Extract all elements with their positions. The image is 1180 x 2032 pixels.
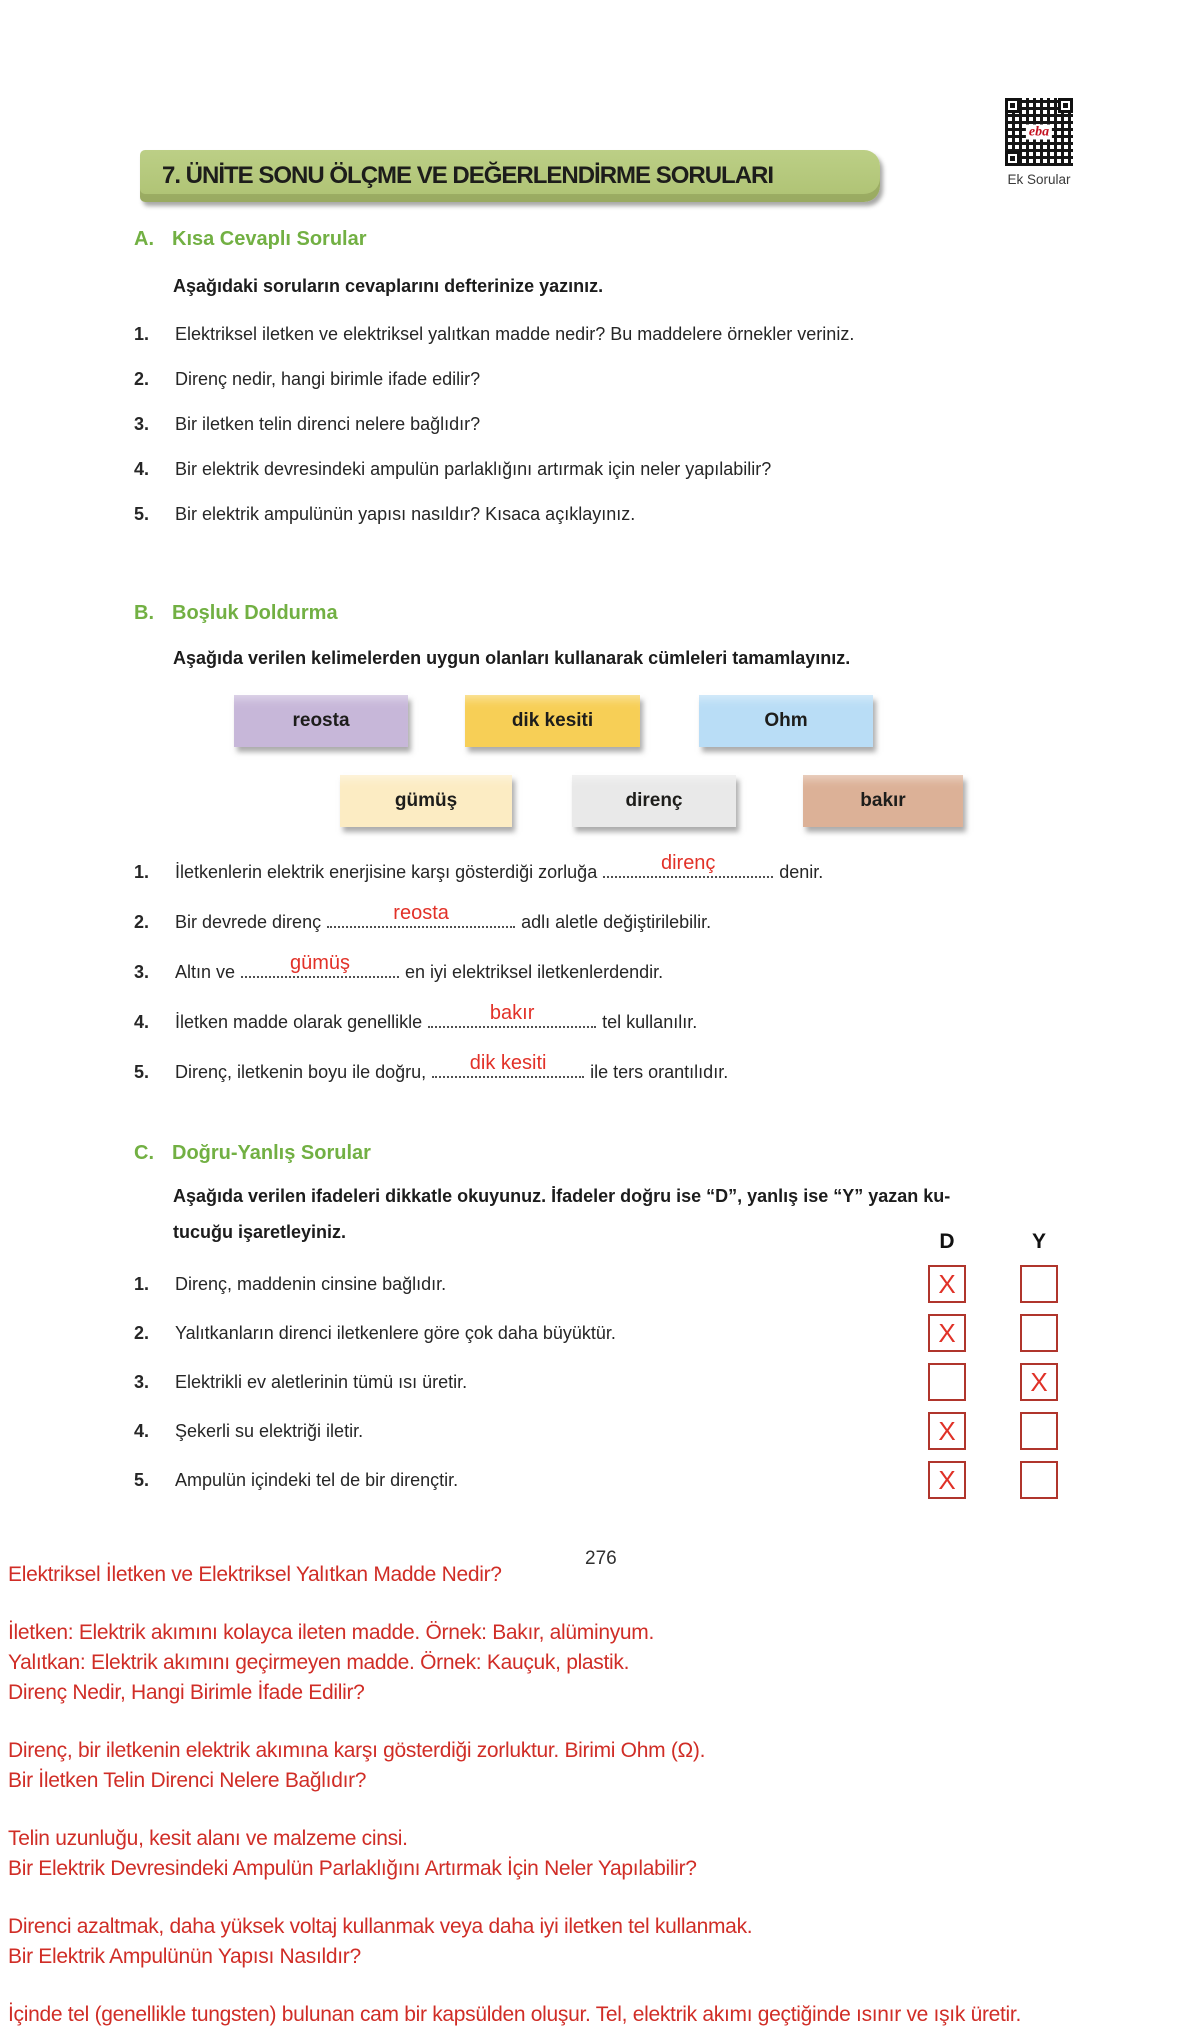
check-mark: X — [938, 1269, 956, 1299]
question-text: Elektrikli ev aletlerinin tümü ısı üretir. — [175, 1371, 468, 1392]
checkbox-true[interactable] — [928, 1461, 966, 1499]
question-text: Direnç, maddenin cinsine bağlıdır. — [175, 1273, 447, 1294]
truefalse-row — [134, 1412, 1084, 1450]
fill-blank[interactable] — [603, 852, 773, 878]
fill-answer: reosta — [393, 902, 449, 924]
question-number: 2. — [134, 1322, 150, 1343]
unit-title-banner — [140, 150, 880, 202]
qr-finder-icon — [1058, 98, 1073, 113]
question-number: 5. — [134, 1469, 150, 1490]
question-number: 4. — [134, 1420, 150, 1441]
fill-answer: gümüş — [290, 952, 351, 974]
fill-in-pre: İletken madde olarak genellikle — [175, 1012, 423, 1032]
fill-in-row — [134, 1002, 698, 1033]
word-chip-direnc — [572, 775, 736, 827]
fill-in-pre: Direnç, iletkenin boyu ile doğru, — [175, 1062, 427, 1082]
truefalse-row — [134, 1265, 1084, 1303]
fill-blank[interactable] — [241, 952, 399, 978]
question-number: 4. — [134, 1012, 150, 1032]
answer-key-line: Bir Elektrik Ampulünün Yapısı Nasıldır? — [8, 1945, 361, 1968]
answer-key-line: İçinde tel (genellikle tungsten) bulunan cam bir kapsülden oluşur. Tel, elektrik akımı geçtiğinde ısınır ve ışık üretir. — [8, 2003, 1021, 2026]
section-b-instruction: Aşağıda verilen kelimelerden uygun olanları kullanarak cümleleri tamamlayınız. — [173, 648, 851, 668]
section-b-title: Boşluk Doldurma — [172, 602, 338, 624]
checkbox-false[interactable] — [1020, 1265, 1058, 1303]
checkbox-true[interactable] — [928, 1363, 966, 1401]
fill-blank[interactable] — [428, 1002, 596, 1028]
check-mark: X — [938, 1416, 956, 1446]
question-row — [134, 459, 771, 480]
fill-in-pre: Altın ve — [175, 962, 236, 982]
section-b-label: B. — [134, 602, 154, 624]
qr-finder-icon — [1005, 98, 1020, 113]
question-text: Direnç nedir, hangi birimle ifade edilir? — [175, 369, 481, 389]
fill-blank[interactable] — [432, 1052, 584, 1078]
word-chip-gumus — [340, 775, 512, 827]
fill-in-post: denir. — [779, 862, 824, 882]
answer-key-line: Direnç Nedir, Hangi Birimle İfade Edilir? — [8, 1681, 365, 1704]
qr-code-icon — [1005, 98, 1073, 166]
answer-key-line: Direnç, bir iletkenin elektrik akımına karşı gösterdiği zorluktur. Birimi Ohm (Ω). — [8, 1739, 706, 1762]
question-row — [134, 414, 480, 435]
question-text: Ampulün içindeki tel de bir dirençtir. — [175, 1469, 459, 1490]
check-mark: X — [1030, 1367, 1048, 1397]
answer-key-line: Bir Elektrik Devresindeki Ampulün Parlaklığını Artırmak İçin Neler Yapılabilir? — [8, 1857, 697, 1880]
section-a-title: Kısa Cevaplı Sorular — [172, 228, 367, 250]
section-c-instruction-line1: Aşağıda verilen ifadeleri dikkatle okuyunuz. İfadeler doğru ise “D”, yanlış ise “Y” yazan ku- — [173, 1186, 951, 1206]
fill-in-row — [134, 1052, 729, 1083]
section-c-label: C. — [134, 1142, 154, 1164]
unit-title: 7. ÜNİTE SONU ÖLÇME VE DEĞERLENDİRME SORULARI — [162, 162, 774, 189]
fill-in-post: adlı aletle değiştirilebilir. — [521, 912, 712, 932]
question-number: 2. — [134, 369, 150, 389]
checkbox-true[interactable] — [928, 1314, 966, 1352]
truefalse-row — [134, 1461, 1084, 1499]
fill-in-post: ile ters orantılıdır. — [590, 1062, 729, 1082]
question-number: 3. — [134, 962, 150, 982]
truefalse-row — [134, 1314, 1084, 1352]
answer-key-overlay — [8, 1560, 1180, 2030]
checkbox-false[interactable] — [1020, 1412, 1058, 1450]
word-chip-label: gümüş — [394, 790, 458, 811]
fill-in-row — [134, 952, 664, 983]
answer-key-line: Yalıtkan: Elektrik akımını geçirmeyen madde. Örnek: Kauçuk, plastik. — [8, 1651, 630, 1674]
fill-answer: dik kesiti — [469, 1052, 547, 1074]
fill-in-pre: Bir devrede direnç — [175, 912, 322, 932]
question-row — [134, 504, 635, 525]
word-chip-label: bakır — [860, 790, 906, 811]
fill-in-post: tel kullanılır. — [602, 1012, 698, 1032]
section-a-instruction: Aşağıdaki soruların cevaplarını defterinize yazınız. — [173, 276, 604, 296]
word-chip-label: direnç — [625, 790, 683, 811]
word-chip-reosta — [234, 695, 408, 747]
fill-in-pre: İletkenlerin elektrik enerjisine karşı gösterdiği zorluğa — [175, 862, 598, 882]
question-text: Bir elektrik ampulünün yapısı nasıldır? Kısaca açıklayınız. — [175, 504, 636, 524]
question-text: Bir iletken telin direnci nelere bağlıdır? — [175, 414, 481, 434]
fill-answer: direnç — [660, 852, 716, 874]
question-number: 4. — [134, 459, 150, 479]
question-text: Bir elektrik devresindeki ampulün parlaklığını artırmak için neler yapılabilir? — [175, 459, 772, 479]
word-chip-ohm — [699, 695, 873, 747]
question-text: Elektriksel iletken ve elektriksel yalıtkan madde nedir? Bu maddelere örnekler veriniz. — [175, 324, 855, 344]
checkbox-false[interactable] — [1020, 1314, 1058, 1352]
checkbox-true[interactable] — [928, 1412, 966, 1450]
page-number: 276 — [585, 1548, 617, 1569]
column-header-true: D — [939, 1230, 955, 1253]
word-chip-dik-kesiti — [465, 695, 640, 747]
word-chip-label: reosta — [292, 710, 350, 731]
word-chip-label: dik kesiti — [511, 710, 594, 731]
check-mark: X — [938, 1465, 956, 1495]
fill-in-row — [134, 902, 712, 933]
question-number: 3. — [134, 414, 150, 434]
answer-key-line: İletken: Elektrik akımını kolayca ileten madde. Örnek: Bakır, alüminyum. — [8, 1621, 655, 1644]
question-number: 1. — [134, 862, 150, 882]
truefalse-row — [134, 1363, 1084, 1401]
fill-blank[interactable] — [327, 902, 515, 928]
answer-key-line: Direnci azaltmak, daha yüksek voltaj kullanmak veya daha iyi iletken tel kullanmak. — [8, 1915, 753, 1938]
section-a-heading — [134, 228, 367, 251]
check-mark: X — [938, 1318, 956, 1348]
section-c-heading — [134, 1142, 371, 1165]
fill-in-post: en iyi elektriksel iletkenlerdendir. — [405, 962, 664, 982]
question-text: Şekerli su elektriği iletir. — [175, 1420, 364, 1441]
answer-key-line: Elektriksel İletken ve Elektriksel Yalıtkan Madde Nedir? — [8, 1563, 502, 1586]
column-header-false: Y — [1031, 1230, 1046, 1253]
question-text: Yalıtkanların direnci iletkenlere göre çok daha büyüktür. — [175, 1322, 616, 1343]
section-c-title: Doğru-Yanlış Sorular — [172, 1142, 371, 1164]
answer-key-line: Telin uzunluğu, kesit alanı ve malzeme cinsi. — [8, 1827, 408, 1850]
section-a-label: A. — [134, 228, 154, 250]
question-row — [134, 369, 480, 390]
question-number: 5. — [134, 1062, 150, 1082]
word-chip-bakir — [803, 775, 963, 827]
question-number: 1. — [134, 324, 150, 344]
eba-logo: eba — [1026, 125, 1052, 140]
qr-finder-icon — [1005, 151, 1020, 166]
checkbox-true[interactable] — [928, 1265, 966, 1303]
question-number: 5. — [134, 504, 150, 524]
section-c-instruction-line2: tucuğu işaretleyiniz. — [173, 1222, 347, 1242]
question-number: 1. — [134, 1273, 150, 1294]
fill-answer: bakır — [489, 1002, 535, 1024]
qr-block — [1000, 98, 1078, 187]
checkbox-false[interactable] — [1020, 1461, 1058, 1499]
section-b-heading — [134, 602, 338, 625]
fill-in-row — [134, 852, 824, 883]
question-number: 3. — [134, 1371, 150, 1392]
question-row — [134, 324, 854, 345]
checkbox-false[interactable] — [1020, 1363, 1058, 1401]
answer-key-line: Bir İletken Telin Direnci Nelere Bağlıdır? — [8, 1769, 367, 1792]
qr-caption: Ek Sorular — [1007, 172, 1071, 187]
word-chip-label: Ohm — [764, 710, 808, 731]
question-number: 2. — [134, 912, 150, 932]
